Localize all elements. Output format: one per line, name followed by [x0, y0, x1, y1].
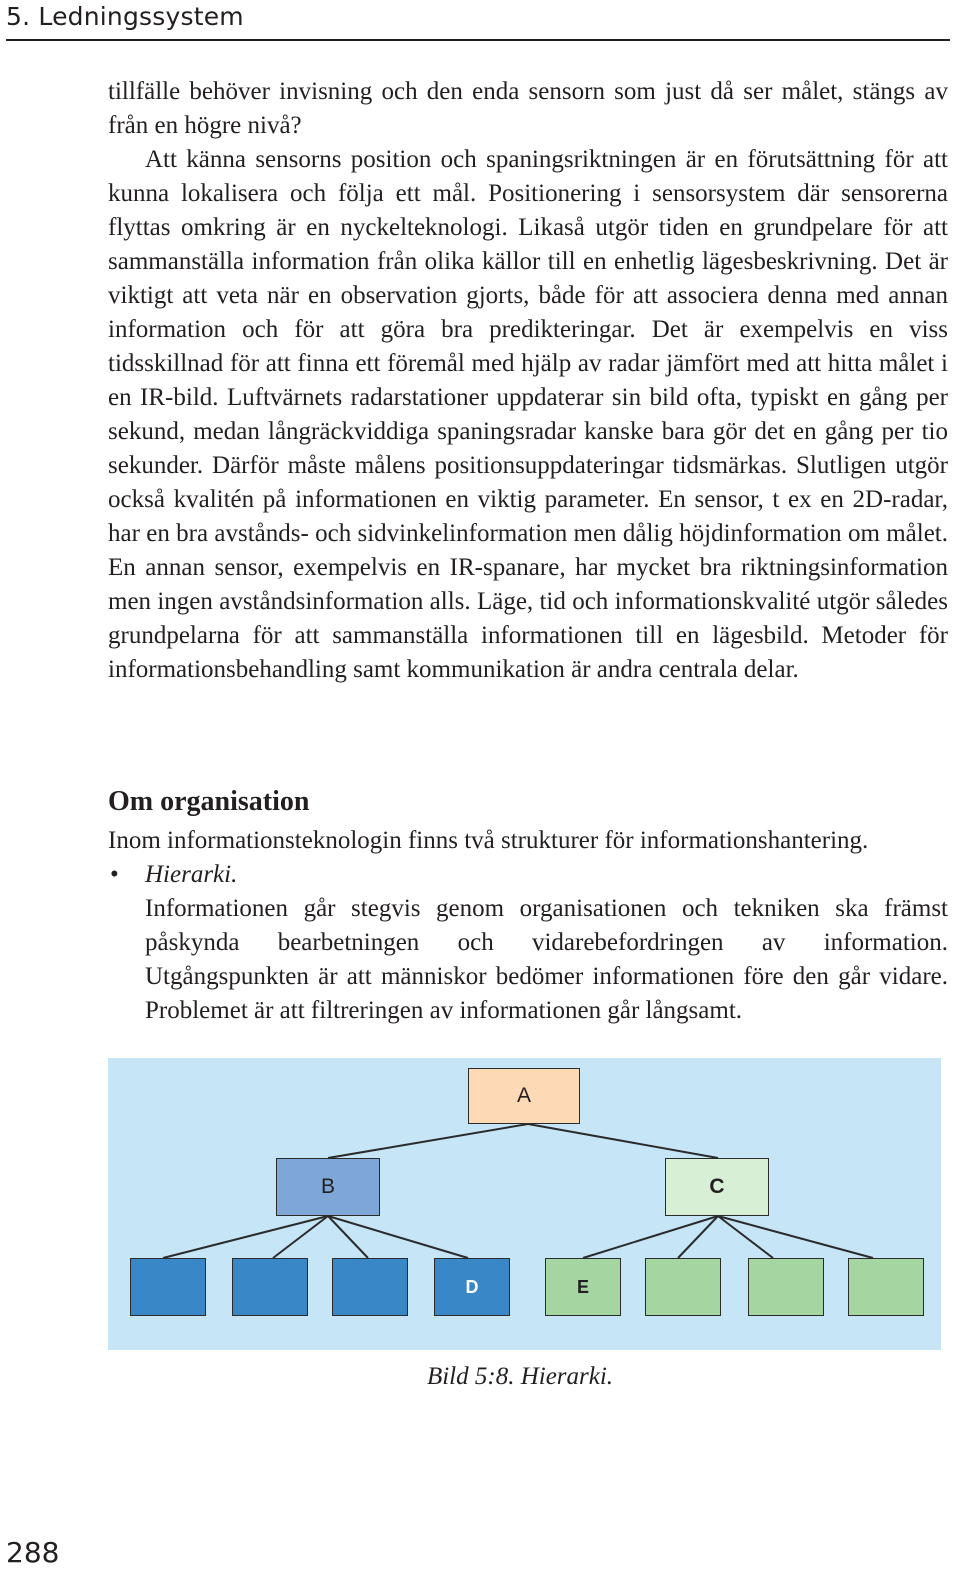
connector-a-c: [528, 1124, 718, 1158]
figure-caption: Bild 5:8. Hierarki.: [426, 1363, 614, 1390]
connector-b-leaf-1: [163, 1216, 328, 1258]
hierarchy-diagram: [108, 1058, 941, 1350]
node-c: C: [665, 1158, 769, 1216]
paragraph-1-text: tillfälle behöver invisning och den enda sensorn som just då ser målet, stängs av från en högre nivå?: [108, 78, 948, 139]
page-number: 288: [6, 1536, 60, 1569]
leaf-node-d: D: [434, 1258, 510, 1316]
leaf-node-e: E: [545, 1258, 621, 1316]
connector-c-leaf-8: [718, 1216, 873, 1258]
node-a: A: [468, 1068, 580, 1124]
page-header: [6, 0, 950, 41]
connector-a-b: [328, 1124, 528, 1158]
body-paragraph-2: [108, 143, 948, 687]
bullet-title: Hierarki.: [145, 861, 238, 888]
leaf-node-blue-3: [332, 1258, 408, 1316]
leaf-node-green-2: [645, 1258, 721, 1316]
body-paragraph-1: [108, 75, 948, 143]
bullet-body: Informationen går stegvis genom organisationen och tekniken ska främst påskynda bearbetningen och vidarebefordringen av information. Utgångspunkten är att människor bedömer informationen före den går vidare. Problemet är att filtreringen av informationen går långsamt.: [145, 895, 948, 1024]
node-b: B: [276, 1158, 380, 1216]
paragraph-2-text: Att känna sensorns position och spaningsriktningen är en förutsättning för att kunna lokalisera och följa ett mål. Positionering i sensorsystem där sensorerna flyttas omkring är en nyckelteknologi. Likaså utgör tiden en grundpelare för att sammanställa information från olika källor till en enhetlig lägesbeskrivning. Det är viktigt att veta när en observation gjorts, både för att associera denna med annan information och för att göra bra predikteringar. Det är exempelvis en viss tidsskillnad för att finna ett föremål med hjälp av radar jämfört med att hitta målet i en IR-bild. Luftvärnets radarstationer uppdaterar sin bild ofta, typiskt en gång per sekund, medan långräckviddiga spaningsradar kanske bara gör det en gång per tio sekunder. Därför måste målens positionsuppdateringar tidsmärkas. Slutligen utgör också kvalitén på informationen en viktig parameter. En sensor, t ex en 2D-radar, har en bra avstånds- och sidvinkelinformation men dålig höjdinformation om målet. En annan sensor, exempelvis en IR-spanare, har mycket bra riktningsinformation men ingen avståndsinformation alls. Läge, tid och informationskvalité utgör således grundpelarna för att sammanställa informationen till en lägesbild. Metoder för informationsbehandling samt kommunikation är andra centrala delar.: [108, 146, 948, 683]
leaf-node-green-4: [848, 1258, 924, 1316]
leaf-node-blue-2: [232, 1258, 308, 1316]
chapter-title: 5. Ledningssystem: [6, 2, 244, 31]
leaf-node-blue-1: [130, 1258, 206, 1316]
section-heading: Om organisation: [108, 786, 310, 817]
bullet-icon: •: [110, 861, 119, 888]
leaf-node-green-3: [748, 1258, 824, 1316]
connector-c-leaf-7: [718, 1216, 773, 1258]
section-intro: Inom informationsteknologin finns två strukturer för informationshantering.: [108, 827, 869, 854]
